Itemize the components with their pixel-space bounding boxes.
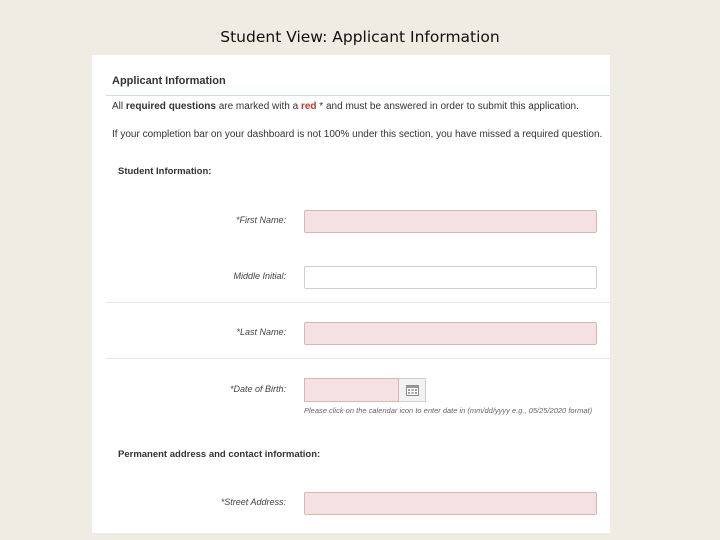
first-name-label: *First Name: bbox=[235, 215, 286, 225]
row-divider bbox=[106, 358, 610, 359]
middle-initial-input[interactable] bbox=[304, 266, 597, 289]
street-address-label: *Street Address: bbox=[220, 497, 286, 507]
address-heading: Permanent address and contact information: bbox=[118, 449, 321, 460]
note-bold-text: required questions bbox=[125, 101, 216, 112]
calendar-button[interactable] bbox=[399, 378, 426, 402]
note-red-word: red bbox=[300, 101, 317, 112]
completion-note: If your completion bar on your dashboard is not 100% under this section, you have missed a required question. bbox=[112, 129, 603, 140]
note-text-2: are marked with a bbox=[215, 101, 301, 112]
student-info-heading: Student Information: bbox=[118, 166, 212, 177]
calendar-icon bbox=[406, 384, 419, 396]
date-format-hint: Please click on the calendar icon to enter date in (mm/dd/yyyy e.g., 05/25/2020 format) bbox=[304, 406, 593, 415]
note-text-1: All bbox=[112, 101, 126, 112]
slide-title: Student View: Applicant Information bbox=[220, 28, 500, 46]
date-of-birth-label: *Date of Birth: bbox=[229, 384, 286, 394]
row-divider bbox=[106, 302, 610, 303]
section-divider bbox=[106, 95, 610, 96]
last-name-label: *Last Name: bbox=[236, 327, 286, 337]
note-text-3: * and must be answered in order to submit this application. bbox=[316, 101, 579, 112]
application-form-panel bbox=[92, 55, 610, 533]
street-address-input[interactable] bbox=[304, 492, 597, 515]
required-questions-note bbox=[112, 101, 579, 112]
middle-initial-label: Middle Initial: bbox=[233, 271, 286, 281]
section-title: Applicant Information bbox=[112, 75, 226, 87]
date-of-birth-input[interactable] bbox=[304, 378, 399, 402]
last-name-input[interactable] bbox=[304, 322, 597, 345]
first-name-input[interactable] bbox=[304, 210, 597, 233]
